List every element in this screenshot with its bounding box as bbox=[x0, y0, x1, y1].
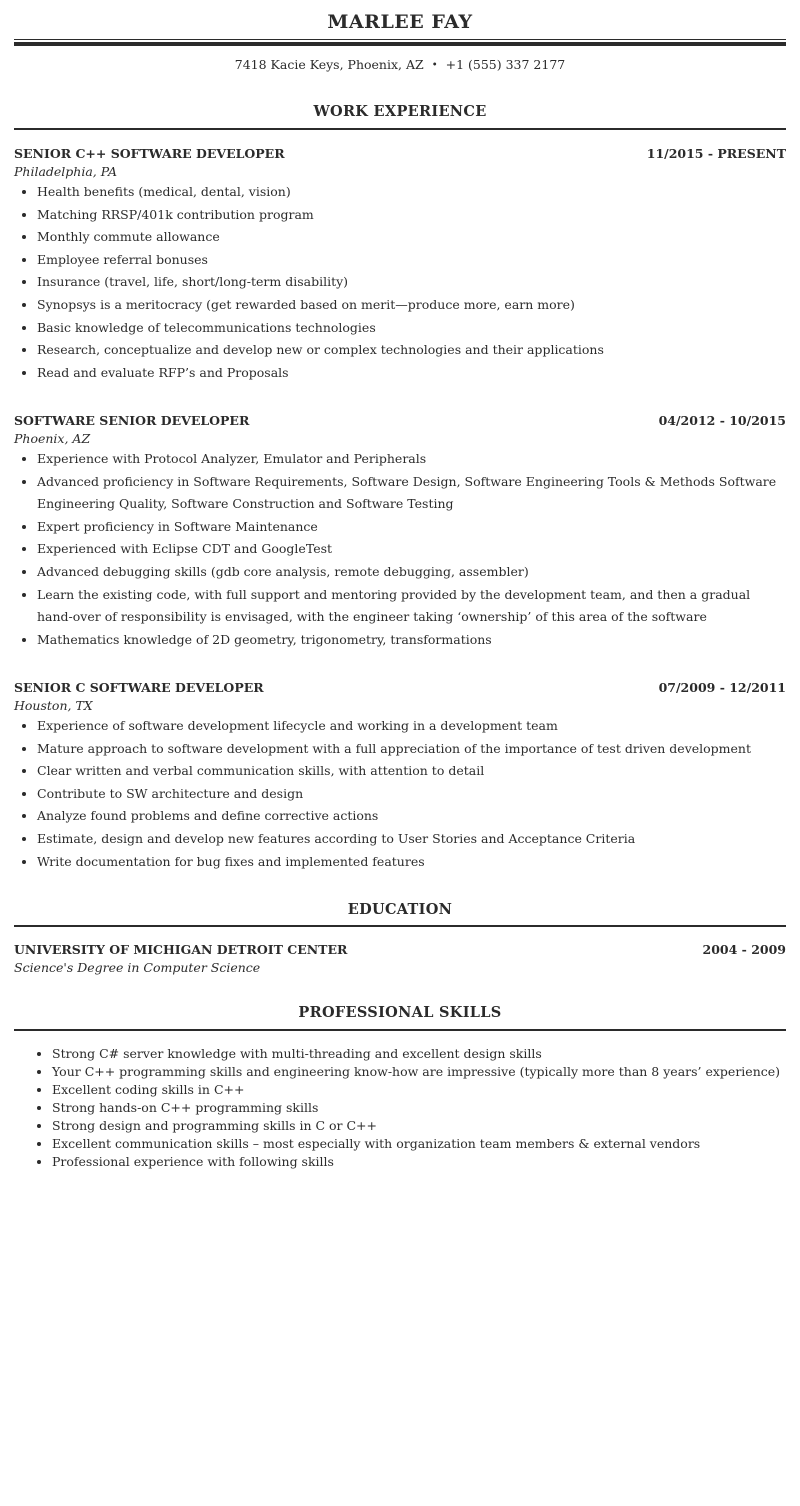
job-location: Philadelphia, PA bbox=[14, 164, 118, 179]
degree: Science's Degree in Computer Science bbox=[14, 960, 261, 975]
list-item: • Synopsys is a meritocracy (get rewarded based on merit—produce more, earn more) bbox=[37, 294, 786, 317]
job-dates: 04/2012 - 10/2015 bbox=[658, 413, 786, 428]
job-dates: 07/2009 - 12/2011 bbox=[658, 680, 786, 695]
list-item: • Read and evaluate RFP’s and Proposals bbox=[37, 362, 786, 385]
job-location: Houston, TX bbox=[14, 698, 93, 713]
list-item: • Analyze found problems and define corrective actions bbox=[37, 805, 786, 828]
job-header bbox=[14, 412, 786, 430]
list-item: • Insurance (travel, life, short/long-term disability) bbox=[37, 271, 786, 294]
list-item: • Experience with Protocol Analyzer, Emulator and Peripherals bbox=[37, 448, 786, 471]
education-divider bbox=[14, 925, 786, 927]
work-experience-divider bbox=[14, 128, 786, 130]
list-item: • Employee referral bonuses bbox=[37, 249, 786, 272]
list-item: • Strong hands-on C++ programming skills bbox=[52, 1099, 800, 1117]
header-divider-thin bbox=[14, 39, 786, 40]
job-location: Phoenix, AZ bbox=[14, 431, 91, 446]
candidate-name: MARLEE FAY bbox=[327, 11, 473, 33]
job-title: SENIOR C SOFTWARE DEVELOPER bbox=[14, 680, 264, 695]
list-item: • Write documentation for bug fixes and implemented features bbox=[37, 851, 786, 874]
job-dates: 11/2015 - PRESENT bbox=[646, 146, 786, 161]
list-item: • Contribute to SW architecture and design bbox=[37, 783, 786, 806]
list-item: • Advanced debugging skills (gdb core analysis, remote debugging, assembler) bbox=[37, 561, 786, 584]
list-item: • Basic knowledge of telecommunications technologies bbox=[37, 317, 786, 340]
list-item: • Estimate, design and develop new features according to User Stories and Acceptance Criteria bbox=[37, 828, 786, 851]
list-item: • Experience of software development lifecycle and working in a development team bbox=[37, 715, 786, 738]
list-item: • Research, conceptualize and develop new or complex technologies and their applications bbox=[37, 339, 786, 362]
list-item: • Excellent communication skills – most especially with organization team members & external vendors bbox=[52, 1135, 800, 1153]
job-header bbox=[14, 145, 786, 163]
work-experience-heading: WORK EXPERIENCE bbox=[313, 103, 487, 120]
job-title: SENIOR C++ SOFTWARE DEVELOPER bbox=[14, 146, 285, 161]
education-header bbox=[14, 941, 786, 959]
list-item: • Professional experience with following skills bbox=[52, 1153, 800, 1171]
list-item: • Monthly commute allowance bbox=[37, 226, 786, 249]
list-item: • Learn the existing code, with full support and mentoring provided by the development team, and then a gradual hand-over of responsibility is envisaged, with the engineer taking ‘ownership’ of this area of the software bbox=[37, 584, 786, 629]
job-bullets bbox=[14, 448, 786, 651]
job-title: SOFTWARE SENIOR DEVELOPER bbox=[14, 413, 250, 428]
list-item: • Your C++ programming skills and engineering know-how are impressive (typically more than 8 years’ experience) bbox=[52, 1063, 800, 1081]
list-item: • Matching RRSP/401k contribution program bbox=[37, 204, 786, 227]
education-heading: EDUCATION bbox=[347, 901, 453, 918]
contact-line bbox=[0, 56, 800, 76]
list-item: • Advanced proficiency in Software Requirements, Software Design, Software Engineering Tools & Methods Software Engineering Quality, Software Construction and Software Testing bbox=[37, 471, 786, 516]
phone: +1 (555) 337 2177 bbox=[445, 57, 566, 72]
list-item: • Mathematics knowledge of 2D geometry, trigonometry, transformations bbox=[37, 629, 786, 652]
job-entry bbox=[14, 412, 786, 651]
list-item: • Strong C# server knowledge with multi-threading and excellent design skills bbox=[52, 1045, 800, 1063]
list-item: • Expert proficiency in Software Maintenance bbox=[37, 516, 786, 539]
school-name: UNIVERSITY OF MICHIGAN DETROIT CENTER bbox=[14, 942, 348, 957]
professional-skills-heading: PROFESSIONAL SKILLS bbox=[298, 1004, 502, 1021]
list-item: • Health benefits (medical, dental, vision) bbox=[37, 181, 786, 204]
list-item: • Strong design and programming skills in C or C++ bbox=[52, 1117, 800, 1135]
skills-list bbox=[14, 1045, 800, 1171]
job-bullets bbox=[14, 715, 786, 873]
list-item: • Excellent coding skills in C++ bbox=[52, 1081, 800, 1099]
separator-dot: • bbox=[431, 60, 438, 71]
professional-skills-divider bbox=[14, 1029, 786, 1031]
job-bullets bbox=[14, 181, 786, 384]
list-item: • Mature approach to software development with a full appreciation of the importance of test driven development bbox=[37, 738, 786, 761]
list-item: • Experienced with Eclipse CDT and GoogleTest bbox=[37, 538, 786, 561]
list-item: • Clear written and verbal communication skills, with attention to detail bbox=[37, 760, 786, 783]
education-dates: 2004 - 2009 bbox=[702, 942, 786, 957]
education-entry bbox=[14, 941, 786, 977]
job-header bbox=[14, 679, 786, 697]
job-entry bbox=[14, 679, 786, 873]
header-divider-thick bbox=[14, 42, 786, 46]
address: 7418 Kacie Keys, Phoenix, AZ bbox=[234, 57, 424, 72]
job-entry bbox=[14, 145, 786, 384]
